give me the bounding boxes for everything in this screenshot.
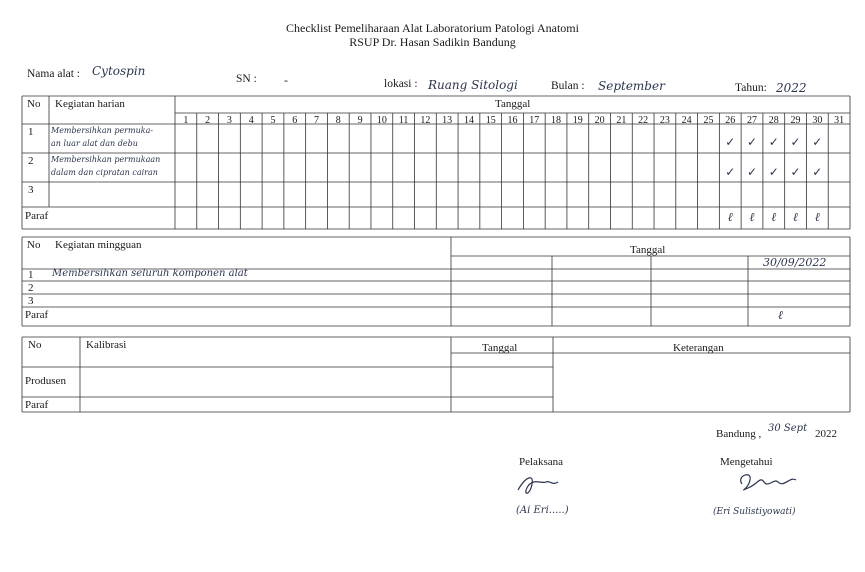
day-number: 5 — [270, 115, 276, 126]
weekly-paraf-label: Paraf — [25, 309, 49, 321]
day-number: 4 — [248, 115, 254, 126]
check-mark-row-2: ✓ — [725, 165, 736, 179]
daily-row-1-text-line1: Membersihkan permuka- — [51, 126, 154, 135]
weekly-row-1-no: 1 — [28, 269, 34, 281]
nama-alat-label: Nama alat : — [27, 68, 81, 80]
daily-row-2-no: 2 — [28, 155, 34, 167]
day-number: 9 — [357, 115, 363, 126]
daily-row-2-text-line1: Membersihkan permukaan — [51, 155, 161, 164]
kalibrasi-paraf-label: Paraf — [25, 399, 49, 411]
sn-value: - — [284, 73, 288, 87]
pelaksana-name-text: Ai Eri — [519, 505, 549, 516]
day-number: 25 — [703, 115, 714, 126]
bulan-label: Bulan : — [551, 80, 585, 92]
form-title: Checklist Pemeliharaan Alat Laboratorium Patologi Anatomi — [286, 21, 579, 35]
paraf-mark: ℓ — [771, 210, 777, 224]
kalibrasi-col-no: No — [28, 339, 42, 351]
day-number: 1 — [183, 115, 189, 126]
day-number: 13 — [442, 115, 453, 126]
pelaksana-name: (Ai Eri.....) — [516, 505, 569, 516]
paraf-mark: ℓ — [727, 210, 733, 224]
day-number: 21 — [616, 115, 627, 126]
weekly-row-3-no: 3 — [28, 295, 34, 307]
check-mark-row-1: ✓ — [725, 135, 736, 149]
kalibrasi-table-lines — [22, 337, 850, 412]
day-number: 22 — [638, 115, 649, 126]
daily-row-1-no: 1 — [28, 126, 34, 138]
kalibrasi-produsen-label: Produsen — [25, 375, 66, 387]
weekly-date-value: 30/09/2022 — [763, 256, 827, 269]
check-mark-row-2: ✓ — [812, 165, 823, 179]
weekly-row-2-no: 2 — [28, 282, 34, 294]
day-number: 15 — [485, 115, 496, 126]
day-number: 3 — [226, 115, 232, 126]
daily-col-tanggal: Tanggal — [495, 98, 531, 110]
mengetahui-label: Mengetahui — [720, 456, 773, 468]
weekly-col-no: No — [27, 239, 41, 251]
pelaksana-signature — [512, 470, 562, 502]
paraf-mark: ℓ — [814, 210, 820, 224]
tahun-value: 2022 — [776, 81, 807, 95]
check-mark-row-1: ✓ — [790, 135, 801, 149]
day-number: 18 — [551, 115, 562, 126]
day-number: 8 — [335, 115, 341, 126]
day-number: 26 — [725, 115, 736, 126]
mengetahui-signature — [734, 466, 800, 500]
daily-paraf-label: Paraf — [25, 210, 49, 222]
sn-label: SN : — [236, 73, 257, 85]
day-number: 6 — [292, 115, 298, 126]
mengetahui-name: (Eri Sulistiyowati) — [713, 507, 796, 517]
daily-row-3-no: 3 — [28, 184, 34, 196]
check-mark-row-1: ✓ — [746, 135, 758, 149]
day-number: 11 — [398, 115, 409, 126]
day-number: 24 — [681, 115, 692, 126]
weekly-row-1-text: Membersihkan seluruh komponen alat — [52, 268, 248, 279]
day-number: 19 — [572, 115, 583, 126]
day-number: 7 — [314, 115, 320, 126]
day-number: 20 — [594, 115, 605, 126]
day-number: 28 — [768, 115, 779, 126]
weekly-col-kegiatan: Kegiatan mingguan — [55, 239, 142, 251]
paraf-mark: ℓ — [793, 210, 799, 224]
pelaksana-label: Pelaksana — [519, 456, 563, 468]
daily-col-no: No — [27, 98, 41, 110]
kalibrasi-col-keterangan: Keterangan — [673, 342, 724, 354]
day-number: 30 — [812, 115, 823, 126]
kalibrasi-col-tanggal: Tanggal — [482, 342, 518, 354]
day-number: 27 — [747, 115, 757, 126]
check-mark-row-1: ✓ — [812, 135, 823, 149]
footer-place-label: Bandung , — [716, 428, 762, 440]
day-number: 31 — [834, 115, 845, 126]
kalibrasi-col-kalibrasi: Kalibrasi — [86, 339, 127, 351]
lokasi-label: lokasi : — [384, 78, 418, 90]
day-number: 17 — [529, 115, 540, 126]
day-number: 12 — [420, 115, 431, 126]
tahun-label: Tahun: — [735, 82, 767, 94]
weekly-table-lines — [22, 237, 850, 326]
check-mark-row-1: ✓ — [768, 135, 779, 149]
weekly-paraf-mark: ℓ — [778, 308, 783, 322]
footer-place-year: 2022 — [815, 428, 837, 440]
day-number: 14 — [463, 115, 474, 126]
day-number: 23 — [659, 115, 670, 126]
form-subtitle: RSUP Dr. Hasan Sadikin Bandung — [349, 35, 516, 49]
paraf-mark: ℓ — [749, 210, 755, 224]
mengetahui-name-text: Eri Sulistiyowati — [716, 507, 793, 517]
check-mark-row-2: ✓ — [768, 165, 779, 179]
day-number: 2 — [205, 115, 211, 126]
daily-col-kegiatan: Kegiatan harian — [55, 98, 125, 110]
weekly-col-tanggal: Tanggal — [630, 244, 666, 256]
check-mark-row-2: ✓ — [746, 165, 758, 179]
bulan-value: September — [598, 79, 665, 93]
day-number: 29 — [790, 115, 801, 126]
check-mark-row-2: ✓ — [790, 165, 801, 179]
day-number: 10 — [376, 115, 387, 126]
footer-place-date: 30 Sept — [768, 423, 808, 434]
daily-row-1-text-line2: an luar alat dan debu — [51, 139, 138, 148]
lokasi-value: Ruang Sitologi — [428, 78, 518, 92]
day-number: 16 — [507, 115, 518, 126]
daily-row-2-text-line2: dalam dan cipratan cairan — [51, 168, 158, 177]
nama-alat-value: Cytospin — [92, 64, 146, 78]
